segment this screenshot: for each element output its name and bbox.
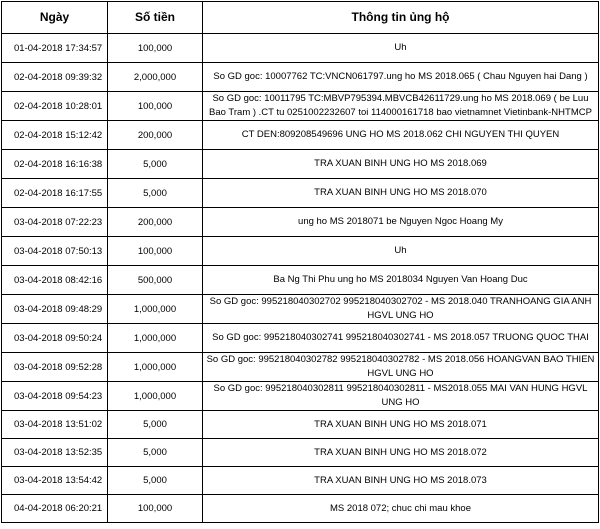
amount-cell: 5,000 (108, 150, 203, 179)
date-cell: 02-04-2018 16:17:55 (2, 179, 108, 208)
date-cell: 03-04-2018 09:50:24 (2, 324, 108, 353)
date-cell: 03-04-2018 09:54:23 (2, 382, 108, 411)
date-cell: 03-04-2018 07:50:13 (2, 237, 108, 266)
info-cell: So GD goc: 10007762 TC:VNCN061797.ung ho MS 2018.065 ( Chau Nguyen hai Dang ) (203, 63, 599, 92)
info-cell: CT DEN:809208549696 UNG HO MS 2018.062 CHI NGUYEN THI QUYEN (203, 121, 599, 150)
date-cell: 04-04-2018 06:20:21 (2, 495, 108, 523)
info-cell: MS 2018 072; chuc chi mau khoe (203, 495, 599, 523)
info-cell: So GD goc: 995218040302702 995218040302702 - MS 2018.040 TRANHOANG GIA ANH HGVL UNG HO (203, 295, 599, 324)
info-cell: TRA XUAN BINH UNG HO MS 2018.070 (203, 179, 599, 208)
table-row (2, 324, 599, 353)
info-cell: TRA XUAN BINH UNG HO MS 2018.072 (203, 439, 599, 467)
table-row (2, 121, 599, 150)
table-row (2, 295, 599, 324)
table-row (2, 150, 599, 179)
amount-cell: 2,000,000 (108, 63, 203, 92)
amount-cell: 100,000 (108, 92, 203, 121)
info-cell: TRA XUAN BINH UNG HO MS 2018.071 (203, 411, 599, 439)
table-row (2, 266, 599, 295)
table-row (2, 382, 599, 411)
date-cell: 03-04-2018 13:52:35 (2, 439, 108, 467)
amount-cell: 100,000 (108, 237, 203, 266)
info-cell: So GD goc: 995218040302741 995218040302741 - MS 2018.057 TRUONG QUOC THAI (203, 324, 599, 353)
date-cell: 03-04-2018 09:48:29 (2, 295, 108, 324)
info-cell: So GD goc: 995218040302811 995218040302811 - MS2018.055 MAI VAN HUNG HGVL UNG HO (203, 382, 599, 411)
info-cell: TRA XUAN BINH UNG HO MS 2018.069 (203, 150, 599, 179)
table-row (2, 92, 599, 121)
date-cell: 03-04-2018 13:51:02 (2, 411, 108, 439)
table-row (2, 237, 599, 266)
header-row (2, 2, 599, 34)
amount-cell: 200,000 (108, 121, 203, 150)
info-cell: ung ho MS 2018071 be Nguyen Ngoc Hoang My (203, 208, 599, 237)
table-row (2, 63, 599, 92)
date-cell: 01-04-2018 17:34:57 (2, 34, 108, 63)
info-cell: Ba Ng Thi Phu ung ho MS 2018034 Nguyen Van Hoang Duc (203, 266, 599, 295)
amount-cell: 500,000 (108, 266, 203, 295)
header-date: Ngày (2, 2, 108, 34)
info-cell: So GD goc: 10011795 TC:MBVP795394.MBVCB42611729.ung ho MS 2018.069 ( be Luu Bao Tram ) .CT tu 0251002232607 toi 114000161718 bao vietnamnet Vietinbank-NHTMCP (203, 92, 599, 121)
info-cell: Uh (203, 34, 599, 63)
table-row (2, 439, 599, 467)
amount-cell: 1,000,000 (108, 295, 203, 324)
donation-table (1, 1, 599, 523)
date-cell: 02-04-2018 09:39:32 (2, 63, 108, 92)
amount-cell: 100,000 (108, 34, 203, 63)
table-row (2, 467, 599, 495)
amount-cell: 1,000,000 (108, 353, 203, 382)
info-cell: Uh (203, 237, 599, 266)
amount-cell: 5,000 (108, 179, 203, 208)
table-row (2, 495, 599, 523)
amount-cell: 5,000 (108, 467, 203, 495)
header-amount: Số tiền (108, 2, 203, 34)
date-cell: 03-04-2018 09:52:28 (2, 353, 108, 382)
date-cell: 02-04-2018 10:28:01 (2, 92, 108, 121)
table-row (2, 411, 599, 439)
date-cell: 02-04-2018 15:12:42 (2, 121, 108, 150)
date-cell: 02-04-2018 16:16:38 (2, 150, 108, 179)
info-cell: TRA XUAN BINH UNG HO MS 2018.073 (203, 467, 599, 495)
amount-cell: 5,000 (108, 439, 203, 467)
table-row (2, 353, 599, 382)
amount-cell: 1,000,000 (108, 382, 203, 411)
amount-cell: 100,000 (108, 495, 203, 523)
date-cell: 03-04-2018 08:42:16 (2, 266, 108, 295)
date-cell: 03-04-2018 13:54:42 (2, 467, 108, 495)
table-row (2, 208, 599, 237)
table-row (2, 34, 599, 63)
header-info: Thông tin ủng hộ (203, 2, 599, 34)
info-cell: So GD goc: 995218040302782 995218040302782 - MS 2018.056 HOANGVAN BAO THIEN HGVL UNG HO (203, 353, 599, 382)
table-row (2, 179, 599, 208)
amount-cell: 200,000 (108, 208, 203, 237)
date-cell: 03-04-2018 07:22:23 (2, 208, 108, 237)
amount-cell: 5,000 (108, 411, 203, 439)
amount-cell: 1,000,000 (108, 324, 203, 353)
